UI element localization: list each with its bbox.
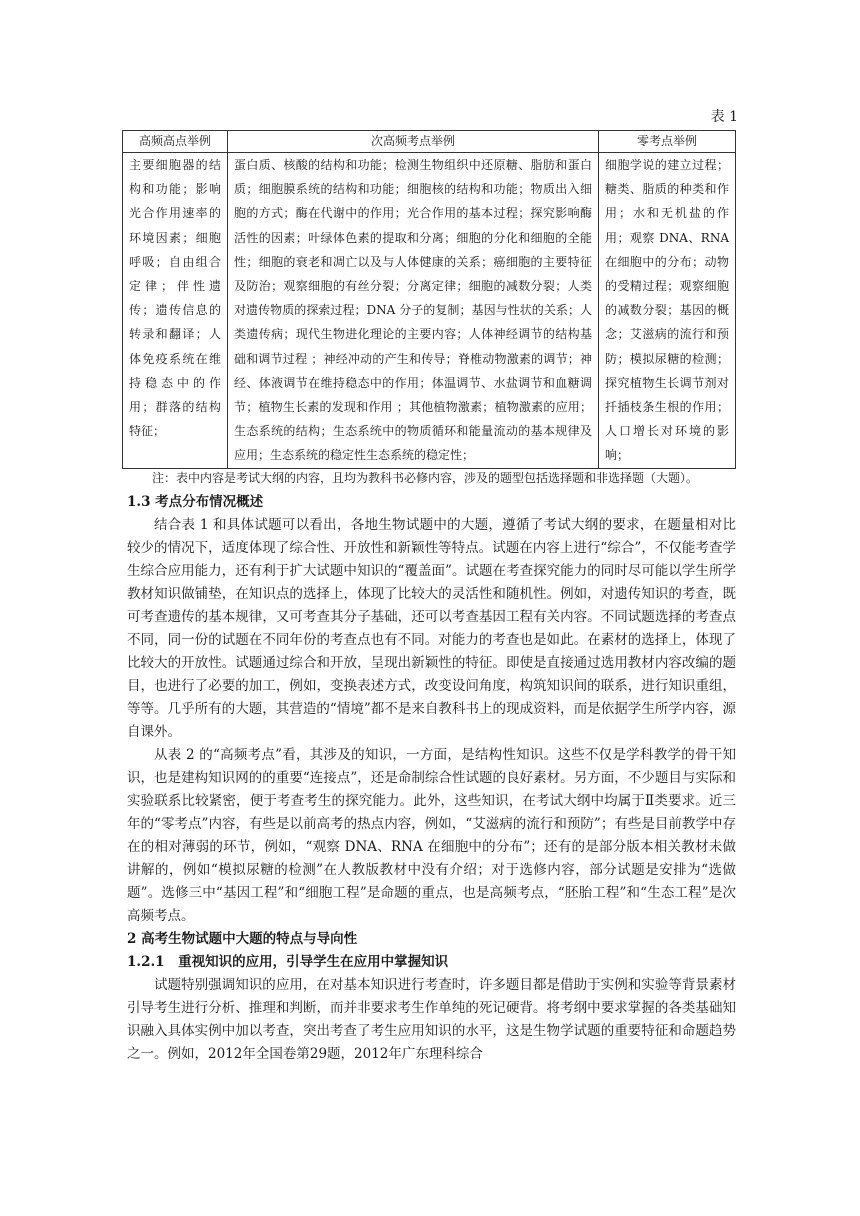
header-zero-frequency: 零考点举例 <box>599 131 736 153</box>
section-heading-1-3: 1.3 考点分布情况概述 <box>127 494 264 510</box>
table-header-row <box>123 131 736 153</box>
section-heading-1-2-1: 1.2.1 重视知识的应用，引导学生在应用中掌握知识 <box>127 954 449 970</box>
table-row <box>123 153 736 469</box>
paragraph: 结合表 1 和具体试题可以看出，各地生物试题中的大题，遵循了考试大纲的要求，在题量相对比较少的情况下，适度体现了综合性、开放性和新颖性等特点。试题在内容上进行“综合”，不仅能考查学生综合应用能力，还有利于扩大试题中知识的“覆盖面”。试题在考查探究能力的同时尽可能以学生所学教材知识做铺垫，在知识点的选择上，体现了比较大的灵活性和随机性。例如，对遗传知识的考查，既可考查遗传的基本规律，又可考查其分子基础，还可以考查基因工程有关内容。不同试题选择的考查点不同，同一份的试题在不同年份的考查点也有不同。对能力的考查也是如此。在素材的选择上，体现了比较大的开放性。试题通过综合和开放，呈现出新颖性的特征。即使是直接通过选用教材内容改编的题目，也进行了必要的加工，例如，变换表述方式，改变设问角度，构筑知识间的联系，进行知识重组，等等。几乎所有的大题，其营造的“情境”都不是来自教科书上的现成资料，而是依据学生所学内容，源自课外。 <box>127 517 736 740</box>
table-caption: 表 1 <box>710 109 738 125</box>
table-note: 注：表中内容是考试大纲的内容，且均为教科书必修内容，涉及的题型包括选择题和非选择题（大题）。 <box>152 471 699 485</box>
paragraph: 试题特别强调知识的应用，在对基本知识进行考查时，许多题目都是借助于实例和实验等背景素材引导考生进行分析、推理和判断，而并非要求考生作单纯的死记硬背。将考纲中要求掌握的各类基础知识融入具体实例中加以考查，突出考查了考生应用知识的水平，这是生物学试题的重要特征和命题趋势之一。例如，2012年全国卷第29题，2012年广东理科综合 <box>127 977 736 1062</box>
cell-zero-frequency: 细胞学说的建立过程；糖类、脂质的种类和作用；水和无机盐的作用；观察 DNA、RNA 在细胞中的分布；动物的受精过程；观察细胞的减数分裂；基因的概念；艾滋病的流行和预防；模拟尿糖的检测；探究植物生长调节剂对扦插枝条生根的作用；人口增长对环境的影响； <box>599 153 736 469</box>
cell-sub-high-frequency: 蛋白质、核酸的结构和功能；检测生物组织中还原糖、脂肪和蛋白质；细胞膜系统的结构和功能；细胞核的结构和功能；物质出入细胞的方式；酶在代谢中的作用；光合作用的基本过程；探究影响酶活性的因素；叶绿体色素的提取和分离；细胞的分化和细胞的全能性；细胞的衰老和凋亡以及与人体健康的关系；癌细胞的主要特征及防治；观察细胞的有丝分裂；分离定律；细胞的减数分裂；人类对遗传物质的探索过程；DNA 分子的复制；基因与性状的关系；人类遗传病；现代生物进化理论的主要内容；人体神经调节的结构基础和调节过程 ；神经冲动的产生和传导；脊椎动物激素的调节；神经、体液调节在维持稳态中的作用；体温调节、水盐调节和血糖调节；植物生长素的发现和作用 ；其他植物激素；植物激素的应用；生态系统的结构；生态系统中的物质循环和能量流动的基本规律及应用；生态系统的稳定性生态系统的稳定性； <box>228 153 599 469</box>
header-high-frequency: 高频高点举例 <box>123 131 228 153</box>
section-heading-2: 2 高考生物试题中大题的特点与导向性 <box>127 931 358 947</box>
cell-high-frequency: 主要细胞器的结构和功能；影响光合作用速率的环境因素；细胞呼吸；自由组合定律；伴性遗传；遗传信息的转录和翻译；人体免疫系统在维持稳态中的作用；群落的结构特征； <box>123 153 228 469</box>
article-body <box>127 491 736 1066</box>
paragraph: 从表 2 的“高频考点”看，其涉及的知识，一方面，是结构性知识。这些不仅是学科教学的骨干知识，也是建构知识网的的重要“连接点”，还是命制综合性试题的良好素材。另方面，不少题目与实际和实验联系比较紧密，便于考查考生的探究能力。此外，这些知识，在考试大纲中均属于Ⅱ类要求。近三年的“零考点”内容，有些是以前高考的热点内容，例如，“艾滋病的流行和预防”；有些是目前教学中存在的相对薄弱的环节，例如，“观察 DNA、RNA 在细胞中的分布”；还有的是部分版本相关教材未做讲解的，例如“模拟尿糖的检测”在人教版教材中没有介绍；对于选修内容，部分试题是安排为“选做题”。选修三中“基因工程”和“细胞工程”是命题的重点，也是高频考点，“胚胎工程”和“生态工程”是次高频考点。 <box>127 747 736 924</box>
exam-points-table <box>122 130 736 469</box>
header-sub-high-frequency: 次高频考点举例 <box>228 131 599 153</box>
